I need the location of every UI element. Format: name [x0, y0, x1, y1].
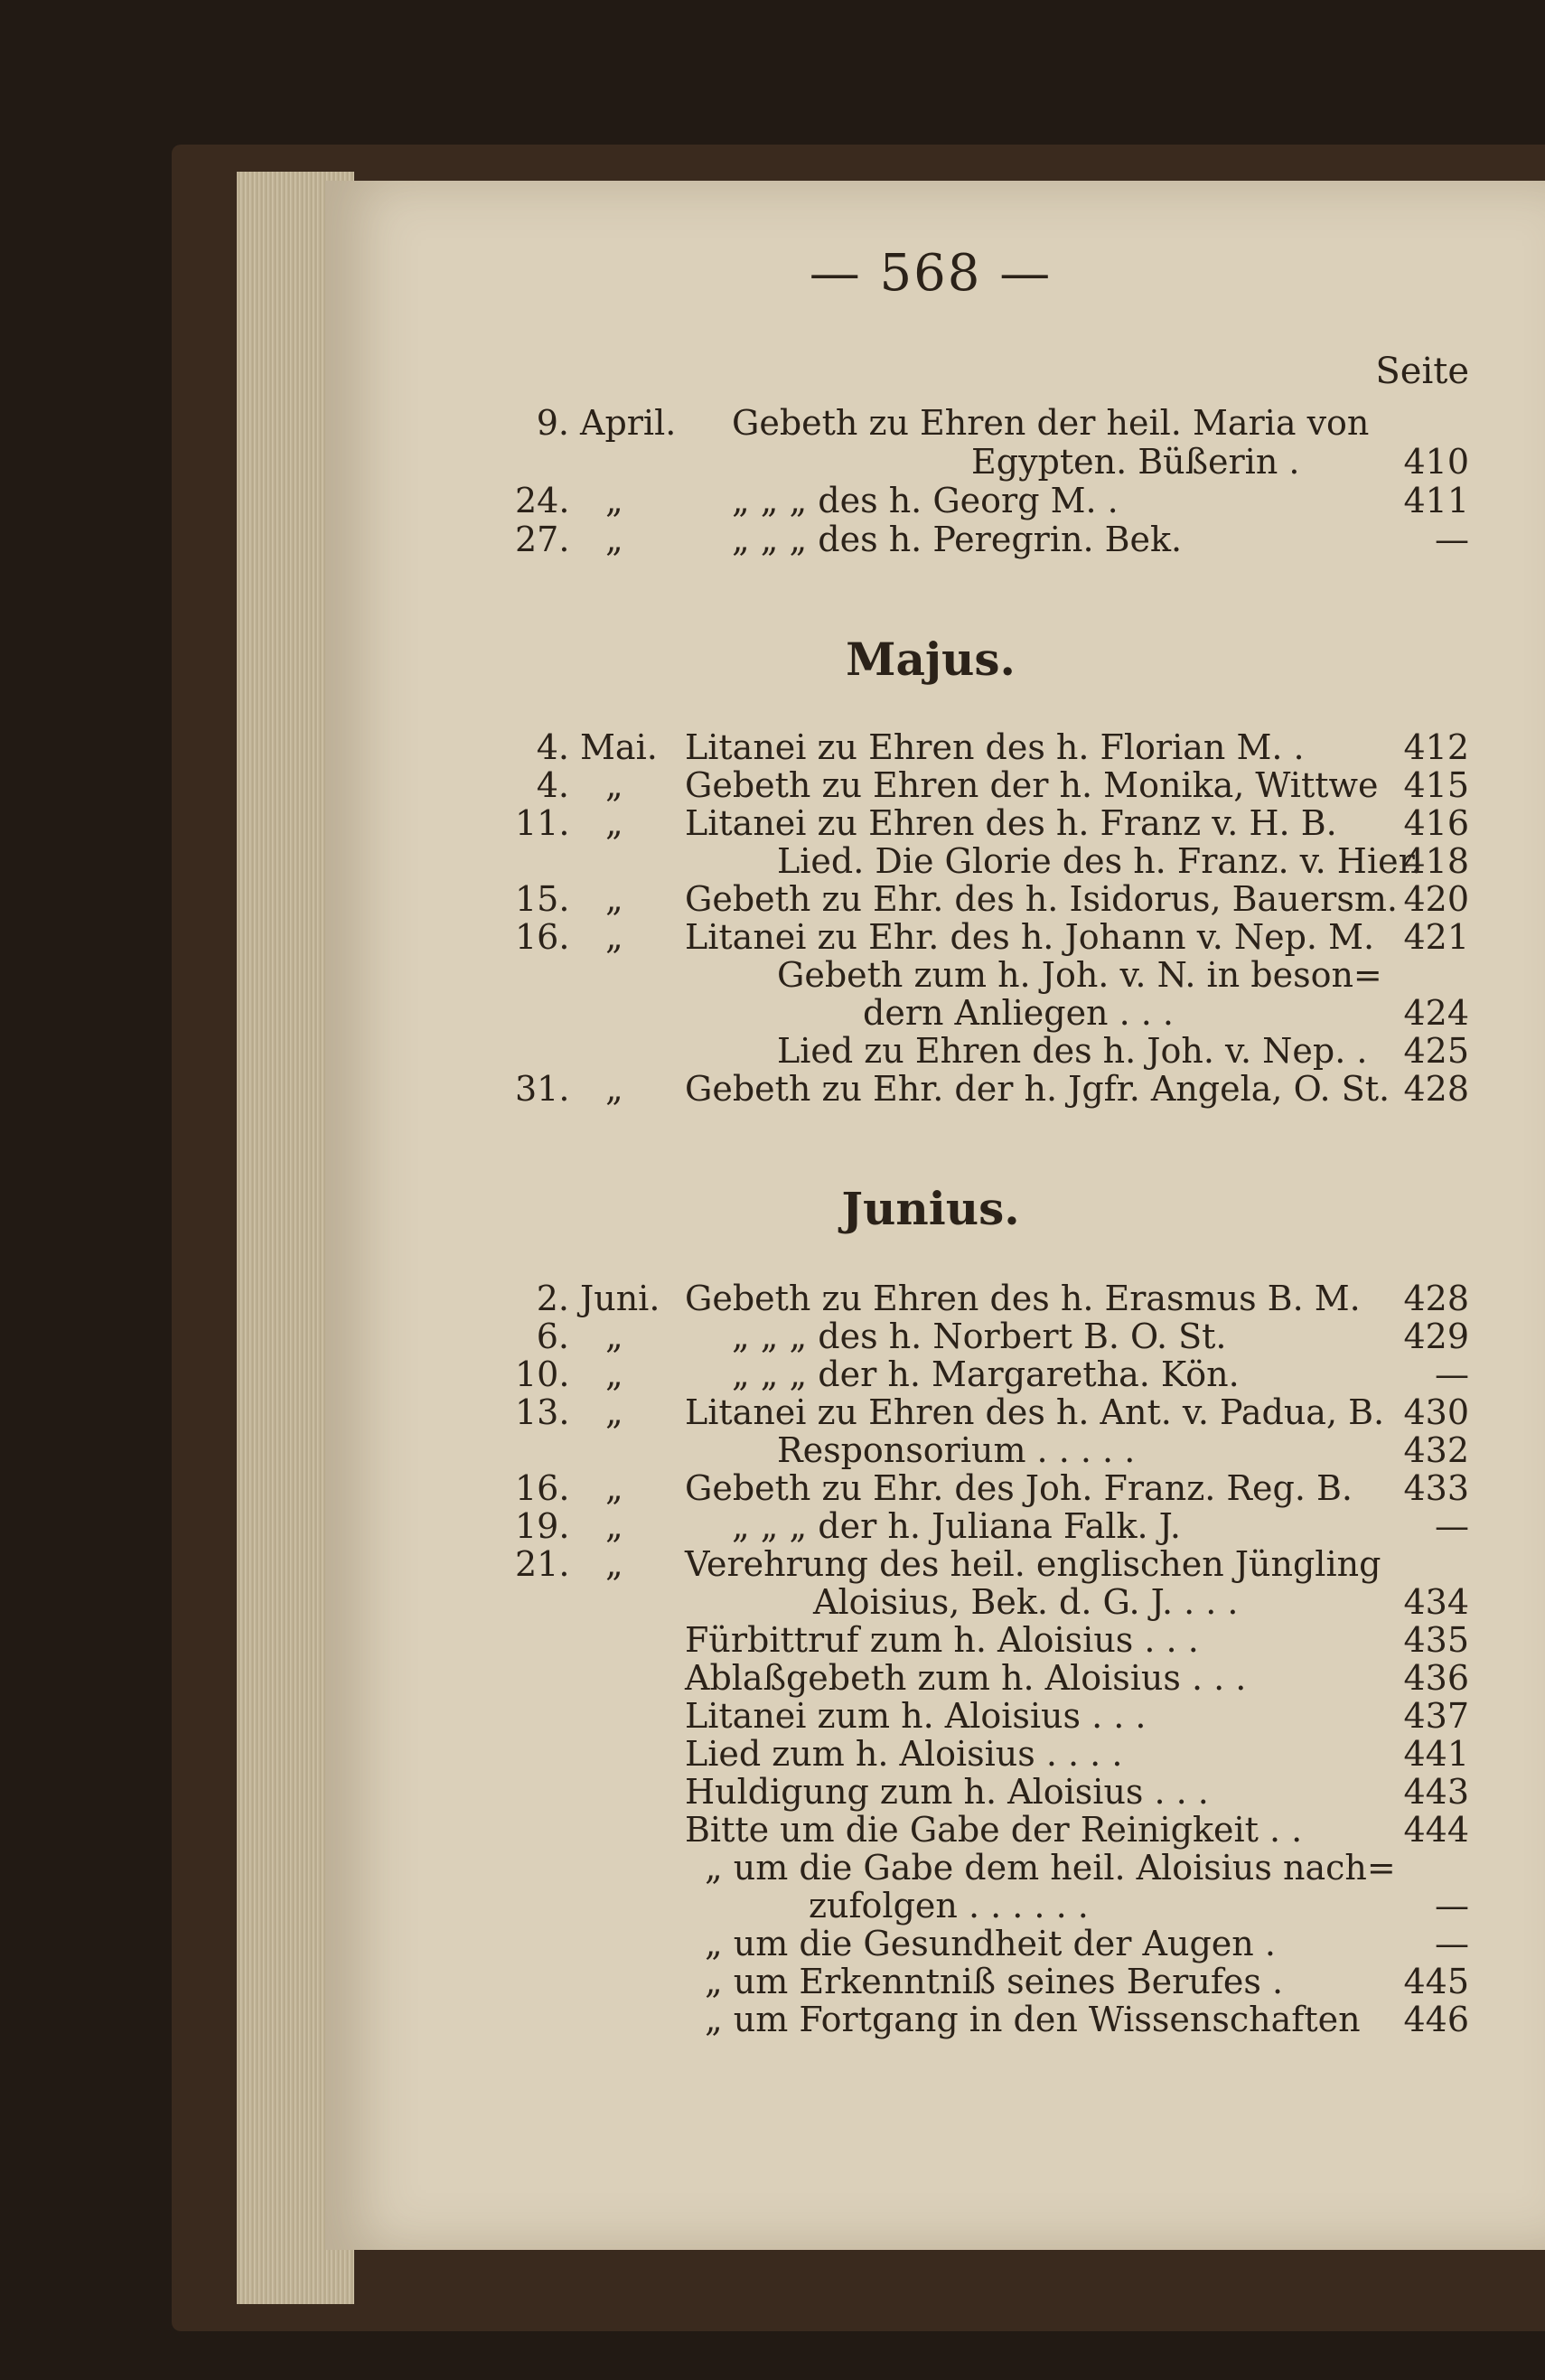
toc-row [325, 2000, 1545, 2039]
toc-row [325, 1810, 1545, 1850]
row-page: 421 [1403, 917, 1469, 957]
column-header-seite: Seite [1375, 351, 1469, 392]
page-content [325, 181, 1545, 2250]
row-page: — [1435, 1924, 1469, 1963]
row-day: 19. [515, 1506, 570, 1546]
row-day: 9. [536, 403, 569, 443]
toc-row [325, 1962, 1545, 2001]
toc-row [325, 727, 1545, 767]
row-text: Litanei zu Ehr. des h. Johann v. Nep. M. [685, 917, 1375, 957]
row-text: „ „ „ des h. Norbert B. O. St. [732, 1316, 1227, 1356]
row-text: dern Anliegen . . . [863, 993, 1175, 1033]
toc-row [325, 803, 1545, 843]
toc-row [325, 1924, 1545, 1963]
row-page: 430 [1403, 1392, 1469, 1432]
toc-row [325, 1582, 1545, 1622]
toc-row [325, 879, 1545, 919]
row-page: — [1435, 1506, 1469, 1546]
row-text: „ um die Gesundheit der Augen . [705, 1924, 1276, 1963]
row-text: zufolgen . . . . . . [809, 1886, 1089, 1926]
row-page: 429 [1403, 1316, 1469, 1356]
toc-row [325, 1392, 1545, 1432]
row-day: 6. [536, 1316, 569, 1356]
row-text: Huldigung zum h. Aloisius . . . [685, 1772, 1209, 1812]
row-month: April. [580, 403, 677, 443]
row-month: „ [605, 1316, 623, 1356]
row-day: 2. [536, 1279, 569, 1318]
toc-row [325, 1468, 1545, 1508]
row-month: „ [605, 879, 623, 919]
row-page: 446 [1403, 2000, 1469, 2039]
row-day: 21. [515, 1544, 570, 1584]
row-text: Gebeth zu Ehr. der h. Jgfr. Angela, O. St. [685, 1069, 1390, 1109]
row-page: 441 [1403, 1734, 1469, 1774]
toc-row [325, 1658, 1545, 1698]
row-page: 411 [1403, 481, 1469, 520]
row-text: Aloisius, Bek. d. G. J. . . . [813, 1582, 1239, 1622]
row-text: Gebeth zu Ehr. des Joh. Franz. Reg. B. [685, 1468, 1353, 1508]
row-page: 416 [1403, 803, 1469, 843]
row-text: „ „ „ der h. Margaretha. Kön. [732, 1354, 1240, 1394]
toc-row [325, 1430, 1545, 1470]
row-text: Egypten. Büßerin . [971, 442, 1300, 482]
row-month: „ [605, 481, 623, 520]
row-text: Lied zum h. Aloisius . . . . [685, 1734, 1123, 1774]
row-page: — [1435, 520, 1469, 559]
page-number: — 568 — [809, 244, 1053, 303]
toc-row [325, 1544, 1545, 1584]
row-text: „ um die Gabe dem heil. Aloisius nach= [705, 1848, 1396, 1888]
toc-row [325, 1031, 1545, 1071]
row-page: 432 [1403, 1430, 1469, 1470]
row-month: „ [605, 765, 623, 805]
toc-row [325, 1506, 1545, 1546]
toc-row [325, 442, 1545, 482]
row-page: 437 [1403, 1696, 1469, 1736]
row-month: „ [605, 520, 623, 559]
row-day: 4. [536, 727, 569, 767]
toc-row [325, 993, 1545, 1033]
row-month: „ [605, 1392, 623, 1432]
row-page: 418 [1403, 841, 1469, 881]
row-day: 31. [515, 1069, 570, 1109]
row-page: 435 [1403, 1620, 1469, 1660]
toc-row [325, 1772, 1545, 1812]
row-text: Litanei zu Ehren des h. Franz v. H. B. [685, 803, 1337, 843]
toc-row [325, 1279, 1545, 1318]
row-text: Ablaßgebeth zum h. Aloisius . . . [685, 1658, 1247, 1698]
row-text: Gebeth zum h. Joh. v. N. in beson= [777, 955, 1382, 995]
toc-row [325, 1354, 1545, 1394]
row-text: Gebeth zu Ehren der h. Monika, Wittwe [685, 765, 1379, 805]
row-text: Lied zu Ehren des h. Joh. v. Nep. . [777, 1031, 1368, 1071]
toc-row [325, 520, 1545, 559]
row-day: 27. [515, 520, 570, 559]
toc-row [325, 955, 1545, 995]
row-page: 420 [1403, 879, 1469, 919]
row-text: Responsorium . . . . . [777, 1430, 1136, 1470]
row-day: 15. [515, 879, 570, 919]
row-day: 16. [515, 1468, 570, 1508]
row-text: Gebeth zu Ehr. des h. Isidorus, Bauersm. [685, 879, 1398, 919]
row-day: 16. [515, 917, 570, 957]
toc-row [325, 403, 1545, 443]
row-day: 4. [536, 765, 569, 805]
book-page [325, 181, 1545, 2250]
toc-row [325, 1620, 1545, 1660]
row-page: 436 [1403, 1658, 1469, 1698]
row-month: Mai. [580, 727, 658, 767]
section-heading-majus: Majus. [846, 632, 1016, 686]
row-month: „ [605, 1069, 623, 1109]
row-text: „ um Fortgang in den Wissenschaften [705, 2000, 1361, 2039]
row-text: Gebeth zu Ehren der heil. Maria von [732, 403, 1370, 443]
row-month: „ [605, 1544, 623, 1584]
row-text: Bitte um die Gabe der Reinigkeit . . [685, 1810, 1303, 1850]
row-page: 412 [1403, 727, 1469, 767]
row-day: 10. [515, 1354, 570, 1394]
row-page: 425 [1403, 1031, 1469, 1071]
row-text: Verehrung des heil. englischen Jüngling [685, 1544, 1381, 1584]
toc-row [325, 481, 1545, 520]
toc-row [325, 1069, 1545, 1109]
row-page: 443 [1403, 1772, 1469, 1812]
row-page: — [1435, 1886, 1469, 1926]
row-page: 445 [1403, 1962, 1469, 2001]
row-text: Litanei zu Ehren des h. Florian M. . [685, 727, 1305, 767]
row-day: 24. [515, 481, 570, 520]
row-page: 434 [1403, 1582, 1469, 1622]
row-page: 424 [1403, 993, 1469, 1033]
row-text: „ „ „ der h. Juliana Falk. J. [732, 1506, 1182, 1546]
row-text: Litanei zum h. Aloisius . . . [685, 1696, 1147, 1736]
row-page: 410 [1403, 442, 1469, 482]
row-day: 11. [515, 803, 570, 843]
toc-row [325, 1734, 1545, 1774]
row-page: 444 [1403, 1810, 1469, 1850]
row-page: — [1435, 1354, 1469, 1394]
row-text: „ um Erkenntniß seines Berufes . [705, 1962, 1284, 2001]
row-page: 433 [1403, 1468, 1469, 1508]
toc-row [325, 1316, 1545, 1356]
toc-row [325, 765, 1545, 805]
row-month: „ [605, 803, 623, 843]
row-day: 13. [515, 1392, 570, 1432]
row-month: „ [605, 1506, 623, 1546]
row-text: Gebeth zu Ehren des h. Erasmus B. M. [685, 1279, 1361, 1318]
row-text: Litanei zu Ehren des h. Ant. v. Padua, B. [685, 1392, 1385, 1432]
toc-row [325, 917, 1545, 957]
row-month: „ [605, 1354, 623, 1394]
row-page: 428 [1403, 1279, 1469, 1318]
row-text: Fürbittruf zum h. Aloisius . . . [685, 1620, 1199, 1660]
toc-row [325, 1848, 1545, 1888]
row-text: „ „ „ des h. Peregrin. Bek. [732, 520, 1183, 559]
row-month: „ [605, 917, 623, 957]
row-text: Lied. Die Glorie des h. Franz. v. Hier. [777, 841, 1422, 881]
toc-row [325, 841, 1545, 881]
toc-row [325, 1696, 1545, 1736]
row-page: 428 [1403, 1069, 1469, 1109]
toc-row [325, 1886, 1545, 1926]
section-heading-junius: Junius. [841, 1182, 1020, 1235]
row-month: „ [605, 1468, 623, 1508]
row-month: Juni. [580, 1279, 660, 1318]
row-text: „ „ „ des h. Georg M. . [732, 481, 1119, 520]
row-page: 415 [1403, 765, 1469, 805]
